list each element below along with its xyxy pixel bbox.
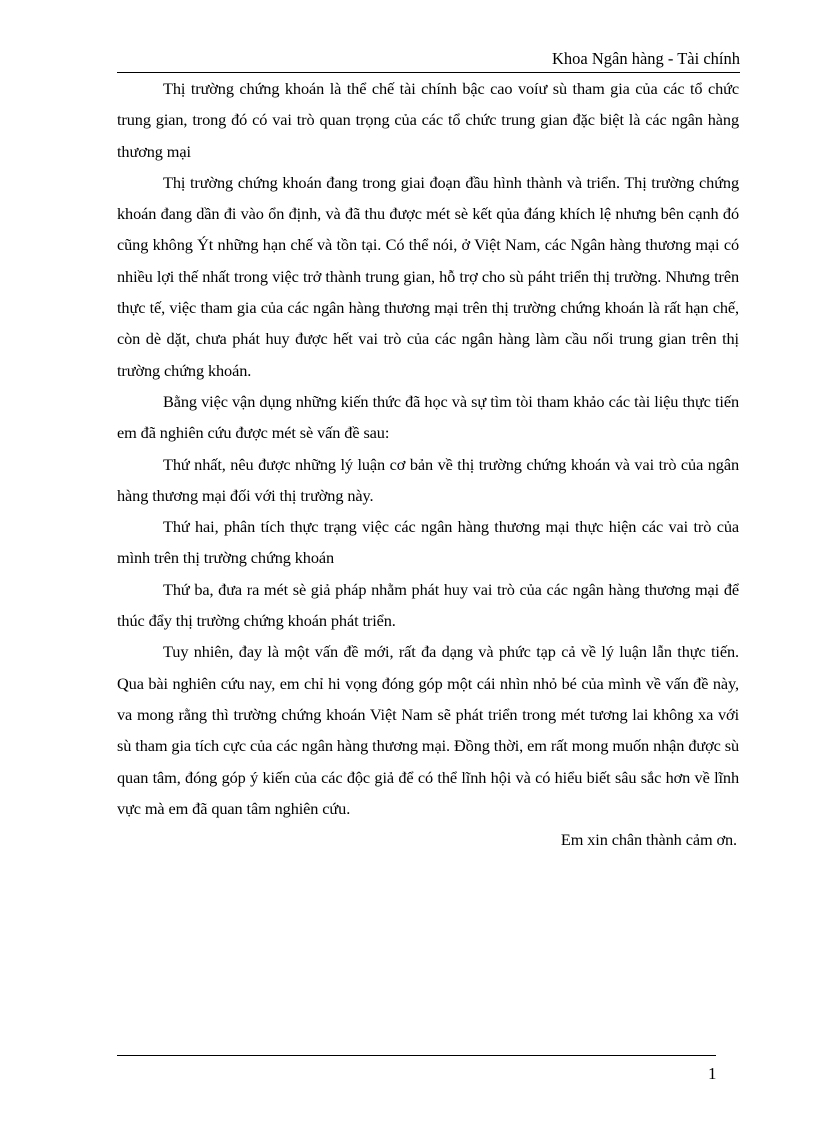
paragraph-second: Thứ hai, phân tích thực trạng việc các ngân hàng thương mại thực hiện các vai trò của mình trên thị trường chứng khoán (117, 517, 739, 568)
paragraph-method: Bằng việc vận dụng những kiến thức đã học và sự tìm tòi tham khảo các tài liệu thực tiến em đã nghiên cứu được mét sè vấn đề sau: (117, 391, 739, 443)
paragraph-market-status: Thị trường chứng khoán đang trong giai đoạn đầu hình thành và triển. Thị trường chứng khoán đang dần đi vào ổn định, và đã thu được mét sè kết qủa đáng khích lệ nhưng bên cạnh đó cũng không Ýt những hạn chế và tồn tại. Có thể nói, ở Việt Nam, các Ngân hàng thương mại có nhiều lợi thế nhất trong việc trở thành trung gian, hỗ trợ cho sù páht triển thị trường. Nhưng trên thực tế, việc tham gia của các ngân hàng thương mại trên thị trường chứng khoán là rất hạn chế, còn dè dặt, chưa phát huy được hết vai trò của các ngân hàng làm cầu nối trung gian trên thị trường chứng khoán. (117, 172, 739, 380)
page-number: 1 (708, 1064, 717, 1083)
paragraph-intro: Thị trường chứng khoán là thể chế tài chính bậc cao voíư sù tham gia của các tổ chức trung gian, trong đó có vai trò quan trọng của các tổ chức trung gian đặc biệt là các ngân hàng thương mại (117, 79, 739, 161)
document-body (117, 73, 739, 855)
closing-thanks: Em xin chân thành cảm ơn. (560, 830, 737, 850)
paragraph-third: Thứ ba, đưa ra mét sè giả pháp nhằm phát huy vai trò của các ngân hàng thương mại để thúc đẩy thị trường chứng khoán phát triển. (117, 579, 739, 631)
paragraph-first: Thứ nhất, nêu được những lý luận cơ bản về thị trường chứng khoán và vai trò của ngân hàng thương mại đối với thị trường này. (117, 454, 739, 505)
page-header (117, 47, 740, 73)
header-title: Khoa Ngân hàng - Tài chính (551, 49, 740, 68)
footer-divider (117, 1055, 716, 1056)
paragraph-conclusion: Tuy nhiên, đay là một vấn đề mới, rất đa dạng và phức tạp cả về lý luận lẫn thực tiến. Qua bài nghiên cứu nay, em chỉ hi vọng đóng góp một cái nhìn nhỏ bé của mình về vấn đề này, va mong rằng thì trường chứng khoán Việt Nam sẽ phát triển trong mét tương lai không xa với sù tham gia tích cực của các ngân hàng thương mại. Đồng thời, em rất mong muốn nhận được sù quan tâm, đóng góp ý kiến của các độc giả để có thể lĩnh hội và có hiểu biết sâu sắc hơn về lĩnh vực mà em đã quan tâm nghiên cứu. (117, 642, 739, 818)
